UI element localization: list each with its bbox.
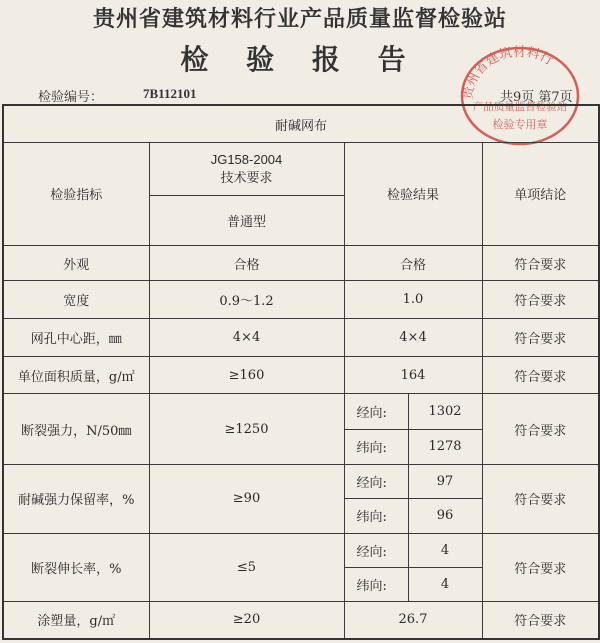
row-requirement: ≤5 (149, 533, 344, 601)
table-row (3, 281, 599, 319)
row-result: 合格 (344, 245, 482, 281)
header-standard-code: JG158-2004 (210, 151, 283, 167)
row-indicator: 网孔中心距，㎜ (3, 319, 149, 357)
row-weft-label: 纬向: (344, 499, 408, 534)
table-row (3, 356, 599, 394)
organization-name: 贵州省建筑材料行业产品质量监督检验站 (92, 6, 507, 32)
inspection-results-table (2, 104, 600, 640)
row-warp-value: 4 (408, 533, 482, 568)
row-result: 26.7 (344, 601, 482, 639)
row-conclusion: 符合要求 (482, 601, 599, 639)
row-requirement: ≥90 (149, 464, 344, 533)
row-warp-value: 97 (408, 464, 482, 499)
header-standard-sub: 技术要求 (220, 170, 273, 186)
header-indicator: 检验指标 (3, 143, 149, 246)
row-weft-value: 4 (408, 568, 482, 602)
report-number-field (38, 86, 197, 105)
row-conclusion: 符合要求 (482, 533, 599, 601)
page-info: 共9页 第7页 (500, 90, 573, 105)
row-indicator: 涂塑量，g/㎡ (3, 601, 149, 639)
svg-text:贵州省建筑材料行 (460, 44, 556, 101)
header-conclusion: 单项结论 (482, 143, 599, 246)
row-weft-label: 纬向: (344, 568, 408, 602)
page-title: 检 验 报 告 (180, 43, 420, 76)
seal-text-outer: 贵州省建筑材料行 (460, 44, 556, 101)
report-number-label: 检验编号： (38, 89, 104, 104)
row-indicator: 宽度 (3, 281, 149, 319)
row-indicator: 断裂伸长率，% (3, 533, 149, 601)
row-conclusion: 符合要求 (482, 464, 599, 533)
row-indicator: 断裂强力，N/50㎜ (3, 394, 149, 464)
row-conclusion: 符合要求 (482, 245, 599, 281)
row-warp-value: 1302 (408, 394, 482, 430)
row-indicator: 外观 (3, 245, 149, 281)
header-grade: 普通型 (149, 195, 344, 245)
row-result: 1.0 (344, 281, 482, 319)
product-name: 耐碱网布 (3, 105, 599, 143)
table-row (3, 601, 599, 639)
row-warp-label: 经向: (344, 533, 408, 568)
header-result: 检验结果 (344, 143, 482, 246)
table-row (3, 464, 599, 499)
row-requirement: ≥160 (149, 356, 344, 394)
row-weft-label: 纬向: (344, 430, 408, 465)
row-conclusion: 符合要求 (482, 394, 599, 464)
row-weft-value: 96 (408, 499, 482, 534)
row-conclusion: 符合要求 (482, 281, 599, 319)
row-indicator: 单位面积质量，g/㎡ (3, 356, 149, 394)
row-requirement: 合格 (149, 245, 344, 281)
table-row (3, 319, 599, 357)
header-standard (149, 143, 344, 195)
table-row (3, 533, 599, 568)
row-conclusion: 符合要求 (482, 319, 599, 357)
seal-text-inner: 产品质量监督检验站 (472, 101, 568, 113)
row-requirement: ≥20 (149, 601, 344, 639)
table-row (3, 394, 599, 430)
report-number-value: 7B112101 (143, 86, 197, 101)
seal-text-bottom: 检验专用章 (492, 118, 548, 131)
row-warp-label: 经向: (344, 394, 408, 430)
row-warp-label: 经向: (344, 464, 408, 499)
row-requirement: ≥1250 (149, 394, 344, 464)
row-result: 164 (344, 356, 482, 394)
row-requirement: 0.9～1.2 (149, 281, 344, 319)
row-requirement: 4×4 (149, 319, 344, 357)
row-result: 4×4 (344, 319, 482, 357)
table-row (3, 245, 599, 281)
row-indicator: 耐碱强力保留率，% (3, 464, 149, 533)
row-weft-value: 1278 (408, 430, 482, 465)
row-conclusion: 符合要求 (482, 356, 599, 394)
